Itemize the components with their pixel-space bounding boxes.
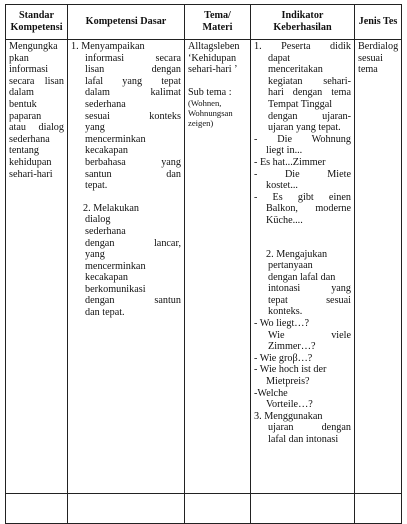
- indikator-item-2: 2. Mengajukan pertanyaan dengan lafal dan intonasi yang tepat sesuai konteks. - Wo liegt…? Wie viele Zimmer…? - Wie groβ…? - Wie hoch ist der Mietpreis? -Welche Vorteile…?: [254, 248, 351, 411]
- competency-table: [5, 4, 402, 524]
- header-row: [6, 5, 402, 40]
- indikator-item-3: 3. Menggunakan ujaran dengan lafal dan intonasi: [254, 410, 351, 445]
- header-jenis-tes: Jenis Tes: [355, 5, 402, 40]
- table-row-continued: [6, 494, 402, 524]
- sub-tema-label: Sub tema :: [188, 86, 232, 98]
- indikator-keberhasilan-cell: [251, 40, 355, 494]
- indikator-item-1: 1. Peserta didik dapat menceritakan kegiatan sehari- hari dengan tema Tempat Tinggal dengan ujaran- ujaran yang tepat. - Die Wohnung liegt in... - Es hat...Zimmer - Die Miete kostet... - Es gibt einen Balkon, moderne Küche....: [254, 41, 351, 226]
- header-kompetensi-dasar: Kompetensi Dasar: [68, 5, 185, 40]
- kd-item-2: 2. Melakukan dialog sederhana dengan lancar, yang mencerminkan kecakapan berkomunikasi dengan santun dan tepat.: [83, 202, 181, 319]
- table-row: [6, 40, 402, 494]
- jenis-tes-cell: Berdialog sesuai tema: [355, 40, 402, 494]
- tema-materi-cell: Alltagsleben ‘Kehidupan sehari-hari ’ Sub tema : (Wohnen, Wohnungsan zeigen): [185, 40, 251, 494]
- header-tema-materi: Tema/ Materi: [185, 5, 251, 40]
- standar-kompetensi-cell: Mengungka pkan informasi secara lisan dalam bentuk paparan atau dialog sederhana tentang kehidupan sehari-hari: [6, 40, 68, 494]
- kompetensi-dasar-cell: [68, 40, 185, 494]
- kd-item-1: 1. Menyampaikan informasi secara lisan dengan lafal yang tepat dalam kalimat sederhana sesuai konteks yang mencerminkan kecakapan berbahasa yang santun dan tepat.: [71, 41, 181, 192]
- header-standar-kompetensi: Standar Kompetensi: [6, 5, 68, 40]
- header-indikator-keberhasilan: Indikator Keberhasilan: [251, 5, 355, 40]
